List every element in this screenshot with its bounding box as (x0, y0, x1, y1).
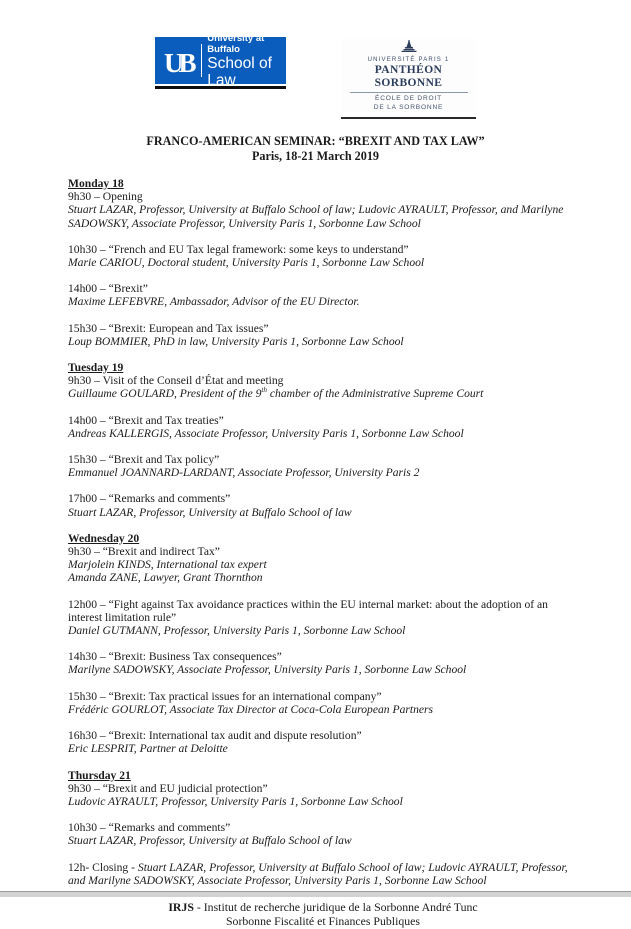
footer-org-abbr: IRJS (168, 899, 194, 914)
sorbonne-logo-underbar (341, 117, 476, 119)
day-section (68, 769, 578, 848)
sorbonne-rule (350, 92, 468, 93)
session-slot: 15h30 – “Brexit and Tax policy” (68, 453, 220, 467)
sorbonne-univ-main: PANTHÉON SORBONNE (374, 64, 443, 89)
title-block (0, 134, 631, 164)
session-slot: 9h30 – “Brexit and indirect Tax” (68, 545, 220, 559)
session (68, 782, 578, 808)
speaker-line: Maxime LEFEBVRE, Ambassador, Advisor of the EU Director. (68, 295, 360, 309)
program-days (68, 177, 578, 848)
session (68, 414, 578, 440)
session (68, 690, 578, 716)
speaker-line: Frédéric GOURLOT, Associate Tax Director at Coca-Cola European Partners (68, 702, 434, 716)
speaker-line: Marie CARIOU, Doctoral student, University Paris 1, Sorbonne Law School (68, 256, 425, 270)
program-body (0, 164, 631, 929)
day-section (68, 177, 578, 348)
ordinal-superscript: th (261, 386, 268, 395)
session-slot: 9h30 – Visit of the Conseil d’État and meeting (68, 374, 284, 388)
sorbonne-school-line2: DE LA SORBONNE (373, 103, 444, 111)
session (68, 243, 578, 269)
speaker-line: Ludovic AYRAULT, Professor, University Paris 1, Sorbonne Law School (68, 794, 403, 808)
session (68, 598, 578, 638)
ub-monogram: UB (164, 48, 192, 78)
session (68, 492, 578, 518)
speaker-line: Andreas KALLERGIS, Associate Professor, University Paris 1, Sorbonne Law School (68, 426, 464, 440)
session (68, 821, 578, 847)
session-slot: 9h30 – Opening (68, 190, 143, 204)
day-heading: Wednesday 20 (68, 531, 140, 545)
session-slot: 16h30 – “Brexit: International tax audit and dispute resolution” (68, 729, 362, 743)
day-section (68, 532, 578, 756)
speaker-line: Stuart LAZAR, Professor, University at Buffalo School of law; Ludovic AYRAULT, Professor, and Marilyne SADOWSKY, Associate Professor, University Paris 1, Sorbonne Law School (68, 203, 564, 230)
speaker-line: Guillaume GOULARD, President of the 9th chamber of the Administrative Supreme Court (68, 386, 484, 401)
session-slot: 9h30 – “Brexit and EU judicial protection” (68, 781, 268, 795)
session (68, 650, 578, 676)
sorbonne-school-line1: ÉCOLE DE DROIT (375, 95, 442, 102)
closing-line (68, 861, 578, 887)
sorbonne-univ-small: UNIVERSITÉ PARIS 1 (367, 57, 450, 63)
session-slot: 10h30 – “Remarks and comments” (68, 821, 231, 835)
session-slot: 17h00 – “Remarks and comments” (68, 492, 231, 506)
speaker-line: Emmanuel JOANNARD-LARDANT, Associate Professor, University Paris 2 (68, 466, 420, 480)
ub-name-line2: School of Law (207, 54, 272, 89)
session (68, 545, 578, 585)
session (68, 190, 578, 230)
speaker-line: Stuart LAZAR, Professor, University at Buffalo School of law (68, 505, 352, 519)
speaker-line: Marjolein KINDS, International tax expert (68, 558, 267, 572)
sorbonne-dome-icon (399, 40, 419, 55)
speaker-line: Stuart LAZAR, Professor, University at Buffalo School of law (68, 834, 352, 848)
sorbonne-logo-box (341, 39, 476, 112)
ub-logo (155, 32, 286, 89)
session (68, 729, 578, 755)
speaker-line: Amanda ZANE, Lawyer, Grant Thornthon (68, 571, 263, 585)
footer-org-line (68, 900, 578, 915)
session-slot: 14h00 – “Brexit” (68, 282, 148, 296)
day-section (68, 361, 578, 519)
session-slot: 14h30 – “Brexit: Business Tax consequences” (68, 650, 282, 664)
ub-name-line1: University at Buffalo (207, 32, 265, 55)
session (68, 453, 578, 479)
speaker-line: Loup BOMMIER, PhD in law, University Paris 1, Sorbonne Law School (68, 334, 404, 348)
speaker-line: Eric LESPRIT, Partner at Deloitte (68, 742, 228, 756)
document-footer (68, 900, 578, 929)
seminar-title: FRANCO-AMERICAN SEMINAR: “BREXIT AND TAX LAW” (146, 134, 485, 148)
session-slot: 12h00 – “Fight against Tax avoidance practices within the EU internal market: about the adoption of an interest limitation rule” (68, 597, 548, 624)
session-slot: 14h00 – “Brexit and Tax treaties” (68, 413, 224, 427)
speaker-line: Marilyne SADOWSKY, Associate Professor, University Paris 1, Sorbonne Law School (68, 663, 467, 677)
ub-logo-text (207, 33, 278, 89)
session-slot: 15h30 – “Brexit: Tax practical issues for an international company” (68, 689, 382, 703)
sorbonne-logo (341, 37, 476, 119)
day-heading: Monday 18 (68, 177, 124, 190)
session (68, 282, 578, 308)
speaker-line: Daniel GUTMANN, Professor, University Paris 1, Sorbonne Law School (68, 624, 406, 638)
closing-names: Stuart LAZAR, Professor, University at Buffalo School of law; Ludovic AYRAULT, Professor, and Marilyne SADOWSKY, Associate Professor, University Paris 1, Sorbonne Law School (68, 860, 568, 887)
header-logos (0, 0, 631, 119)
closing-prefix: 12h- Closing - (68, 860, 138, 874)
footer-line2: Sorbonne Fiscalité et Finances Publiques (226, 914, 420, 929)
window-bottom-bar (0, 891, 631, 897)
day-heading: Tuesday 19 (68, 361, 124, 375)
session (68, 322, 578, 348)
day-heading: Thursday 21 (68, 768, 131, 782)
seminar-subtitle: Paris, 18-21 March 2019 (251, 149, 380, 163)
footer-org-rest: - Institut de recherche juridique de la Sorbonne André Tunc (193, 899, 478, 914)
session (68, 374, 578, 400)
ub-logo-divider (201, 44, 202, 77)
session-slot: 10h30 – “French and EU Tax legal framework: some keys to understand” (68, 242, 409, 256)
ub-logo-box (155, 32, 286, 89)
session-slot: 15h30 – “Brexit: European and Tax issues” (68, 321, 269, 335)
